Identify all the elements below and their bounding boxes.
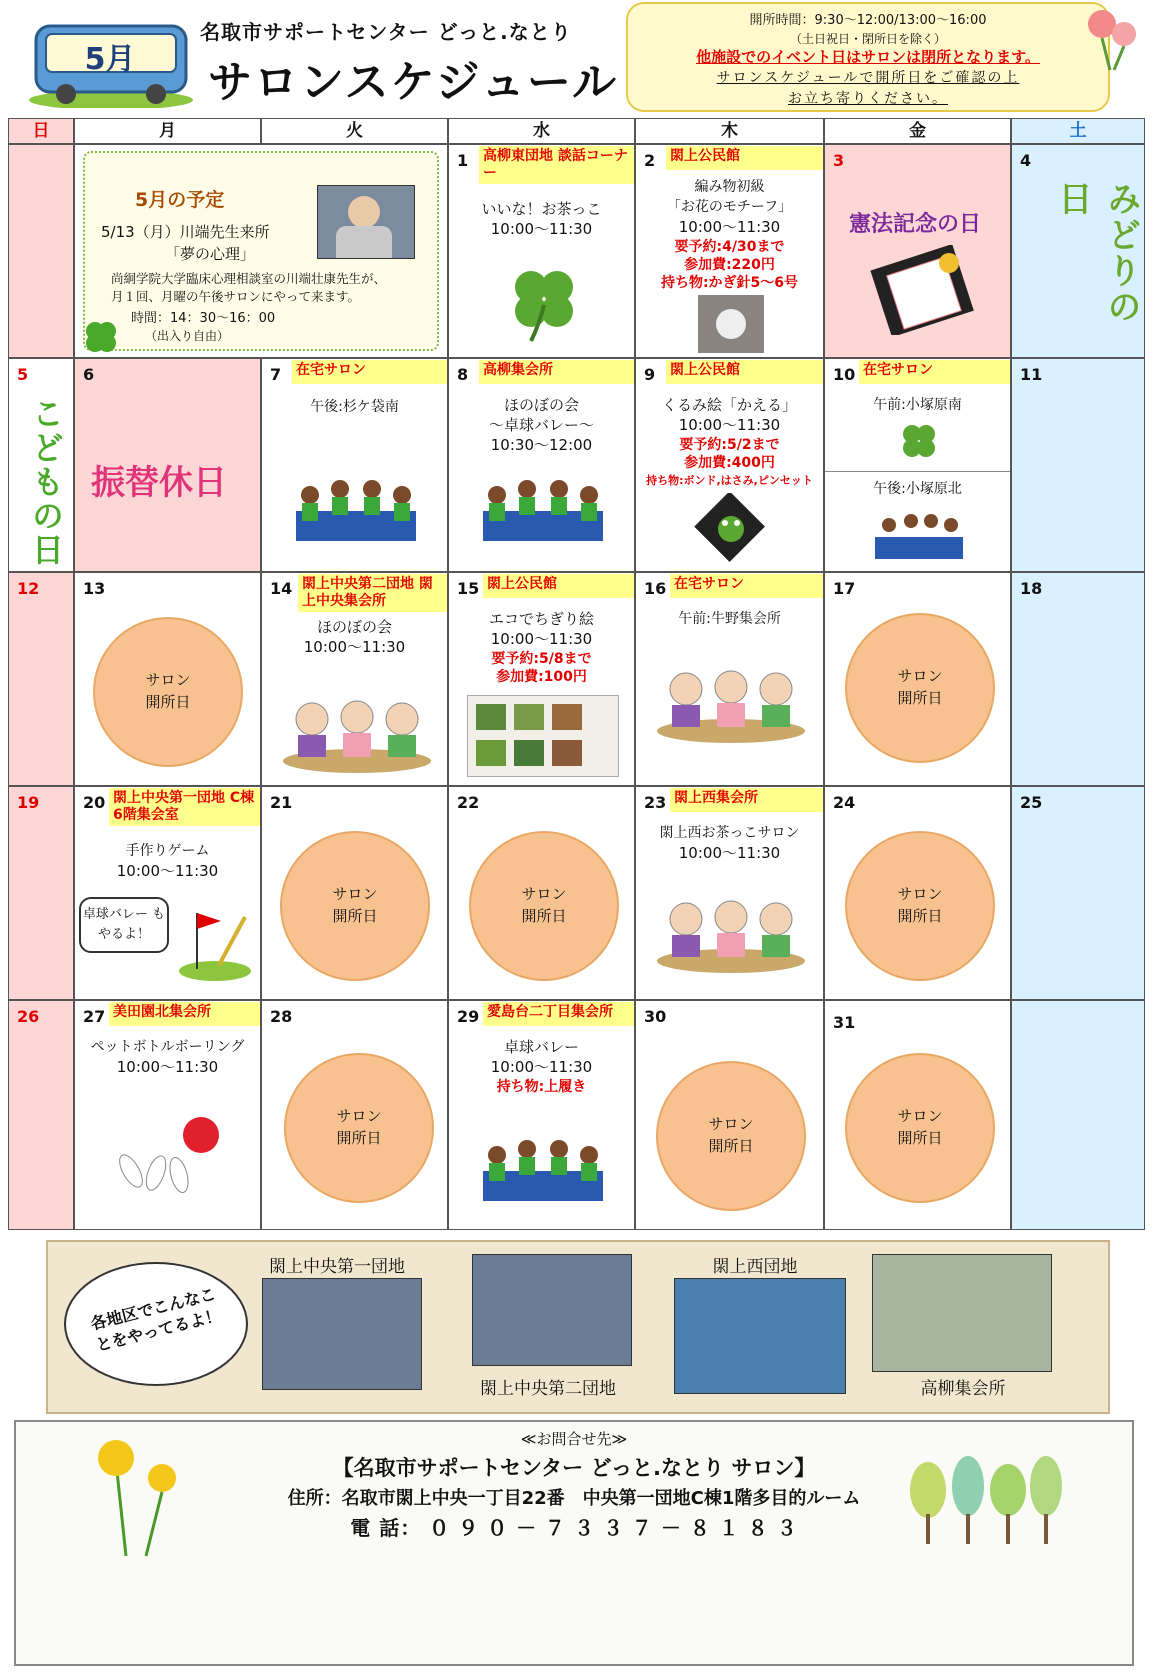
- day-place: 在宅サロン: [859, 360, 1010, 384]
- weekday-sat: 土: [1011, 118, 1145, 144]
- day-number: 25: [1020, 793, 1043, 812]
- contact-footer: [14, 1420, 1134, 1666]
- plan-line-3: 尚絅学院大学臨床心理相談室の川端壮康先生が、: [111, 271, 387, 286]
- kenpo-label: 憲法記念の日: [849, 212, 982, 237]
- photo-label-3: 閖上西団地: [712, 1257, 798, 1277]
- seniors-tea-illustration: [656, 883, 806, 973]
- day-event: 卓球バレー: [503, 1038, 579, 1056]
- salon-open-circle: サロン 開所日: [845, 831, 995, 981]
- dandelion-icon: [76, 1432, 186, 1562]
- day-event: くるみ絵「かえる」: [661, 396, 797, 414]
- day-event: ペットボトルボーリング: [90, 1039, 245, 1055]
- hours-text: 開所時間：9:30～12:00/13:00～16:00: [749, 13, 987, 28]
- midori-label: みどりの日: [1052, 181, 1141, 325]
- day-number: 6: [83, 365, 95, 384]
- day-30: [635, 1000, 824, 1230]
- day-event-sub: ～卓球バレー～: [488, 416, 594, 434]
- notice-line-2: お立ち寄りください。: [788, 91, 948, 107]
- day-place: 閖上中央第二団地 閖上中央集会所: [298, 574, 447, 612]
- day-time: 10:00～11:30: [116, 1058, 219, 1076]
- day-number: 22: [457, 793, 480, 812]
- calendar: [8, 118, 1145, 1318]
- day-3: [824, 144, 1011, 358]
- day-time: 10:00～11:30: [116, 862, 219, 880]
- day-time: 10:00～11:30: [303, 638, 406, 656]
- day-28: [261, 1000, 448, 1230]
- day-16: [635, 572, 824, 786]
- day-number: 16: [644, 579, 667, 598]
- day-number: 13: [83, 579, 106, 598]
- plan-line-1: 5/13（月）川端先生来所: [101, 223, 270, 241]
- day-7: [261, 358, 448, 572]
- photo-label-1: 閖上中央第一団地: [269, 1257, 405, 1277]
- day-event: ほのぼの会: [503, 396, 579, 414]
- chigiri-e-photo: [467, 695, 619, 777]
- day-13: [74, 572, 261, 786]
- day-number: 27: [83, 1007, 106, 1026]
- day-place: 閖上西集会所: [670, 788, 823, 812]
- salon-open-circle: サロン 開所日: [845, 613, 995, 763]
- day-bring: 持ち物:かぎ針5～6号: [660, 275, 799, 291]
- photo-label-4: 高柳集会所: [920, 1379, 1006, 1399]
- day-reserve: 要予約:5/2まで: [679, 437, 780, 453]
- day-number: 21: [270, 793, 293, 812]
- bowling-icon: [101, 1111, 231, 1201]
- day-place: 閖上公民館: [666, 360, 823, 384]
- day-number: 8: [457, 365, 469, 384]
- day-number: 20: [83, 793, 106, 812]
- plan-line-6: （出入り自由）: [145, 329, 230, 343]
- day-bring: 持ち物:ボンド,はさみ,ピンセット: [646, 474, 813, 487]
- day-22: [448, 786, 635, 1000]
- kodomo-label: こどもの日: [27, 397, 65, 567]
- weekday-mon: 月: [74, 118, 261, 144]
- plan-line-5: 時間：14：30～16：00: [131, 311, 276, 326]
- day-place: 愛島台二丁目集会所: [483, 1002, 634, 1026]
- clover-icon: [509, 265, 579, 345]
- day-number: 18: [1020, 579, 1043, 598]
- day-number: 10: [833, 365, 856, 384]
- day-number: 26: [17, 1007, 40, 1026]
- day-number: 3: [833, 151, 845, 170]
- weekday-sun: 日: [8, 118, 74, 144]
- knit-photo: [698, 295, 764, 353]
- day-place: 高柳東団地 談話コーナー: [479, 146, 634, 184]
- day-1: [448, 144, 635, 358]
- day-number: 28: [270, 1007, 293, 1026]
- plan-title: 5月の予定: [135, 189, 225, 211]
- day-number: 9: [644, 365, 656, 384]
- salon-open-circle: サロン 開所日: [656, 1061, 806, 1211]
- salon-open-circle: サロン 開所日: [280, 831, 430, 981]
- day-14: [261, 572, 448, 786]
- day-event: ほのぼの会: [316, 618, 392, 636]
- day-26: [8, 1000, 74, 1230]
- day-2: [635, 144, 824, 358]
- day-10: [824, 358, 1011, 572]
- day-18: [1011, 572, 1145, 786]
- day-time: 10:00～11:30: [490, 220, 593, 238]
- day-number: 31: [833, 1013, 856, 1032]
- day-event: 手作りゲーム: [125, 843, 210, 859]
- day-place: 閖上公民館: [483, 574, 634, 598]
- day-number: 17: [833, 579, 856, 598]
- day-25: [1011, 786, 1145, 1000]
- day-19: [8, 786, 74, 1000]
- day-21: [261, 786, 448, 1000]
- day-number: 29: [457, 1007, 480, 1026]
- day-fee: 参加費:100円: [496, 669, 587, 685]
- day-place: 閖上中央第一団地 C棟6階集会室: [109, 788, 260, 826]
- frog-craft-icon: [694, 493, 768, 563]
- salon-open-circle: サロン 開所日: [284, 1053, 434, 1203]
- day-24: [824, 786, 1011, 1000]
- strip-bubble: [64, 1262, 248, 1386]
- day-number: 14: [270, 579, 293, 598]
- day-17: [824, 572, 1011, 786]
- day-15: [448, 572, 635, 786]
- day-number: 5: [17, 365, 29, 384]
- day-fee: 参加費:220円: [684, 257, 775, 273]
- day-31: [824, 1000, 1011, 1230]
- day-6: [74, 358, 261, 572]
- lecturer-photo: [317, 185, 415, 259]
- day-number: 11: [1020, 365, 1043, 384]
- notice-line-1: サロンスケジュールで開所日をご確認の上: [716, 70, 1020, 86]
- day-event: 午後:杉ケ袋南: [310, 399, 399, 415]
- furikae-label: 振替休日: [91, 463, 227, 503]
- weekday-wed: 水: [448, 118, 635, 144]
- day-reserve: 要予約:5/8まで: [491, 651, 592, 667]
- page-title: サロンスケジュール: [208, 57, 619, 108]
- day-place: 美田園北集会所: [109, 1002, 260, 1026]
- weekday-tue: 火: [261, 118, 448, 144]
- constitution-book-icon: [869, 245, 979, 335]
- table-tennis-illustration: [869, 509, 969, 565]
- day-event: エコでちぎり絵: [488, 610, 594, 628]
- carnation-icon: [1080, 4, 1146, 74]
- salon-open-circle: サロン 開所日: [845, 1053, 995, 1203]
- day-number: 15: [457, 579, 480, 598]
- table-tennis-illustration: [473, 1131, 613, 1211]
- clover-icon: [897, 419, 941, 463]
- day-4: [1011, 144, 1145, 358]
- plan-line-2: 「夢の心理」: [165, 245, 256, 263]
- day-time: 10:00～11:30: [490, 630, 593, 648]
- day-number: 7: [270, 365, 282, 384]
- hours-box: [626, 2, 1110, 112]
- day-bring: 持ち物:上履き: [496, 1079, 587, 1095]
- day-29: [448, 1000, 635, 1230]
- activity-photo-1: [262, 1278, 422, 1390]
- day-event-pm: 午後:小塚原北: [873, 481, 962, 497]
- day-time: 10:00～11:30: [678, 218, 781, 236]
- contact-address: 住所：名取市閖上中央一丁目22番 中央第一団地C棟1階多目的ルーム: [287, 1488, 861, 1509]
- plan-cell: [74, 144, 448, 358]
- seniors-tea-illustration: [282, 683, 432, 773]
- hours-note: （土日祝日・閉所日を除く）: [789, 32, 946, 46]
- month-badge: 5月: [84, 42, 136, 77]
- clover-icon: [81, 317, 121, 357]
- day-event-sub: 「お花のモチーフ」: [666, 199, 793, 215]
- seniors-tea-illustration: [656, 653, 806, 743]
- day-23: [635, 786, 824, 1000]
- day-fee: 参加費:400円: [684, 455, 775, 471]
- day-place: 閖上公民館: [666, 146, 823, 170]
- day-place: 在宅サロン: [670, 574, 823, 598]
- day-place: 在宅サロン: [292, 360, 447, 384]
- day-event: 午前:牛野集会所: [678, 611, 781, 627]
- activity-photo-3: [674, 1278, 846, 1394]
- day-27: [74, 1000, 261, 1230]
- activity-photo-2: [472, 1254, 632, 1366]
- day-number: 23: [644, 793, 667, 812]
- day-empty-sat-5: [1011, 1000, 1145, 1230]
- contact-name: 【名取市サポートセンター どっと.なとり サロン】: [332, 1456, 816, 1480]
- day-number: 24: [833, 793, 856, 812]
- notice-red: 他施設でのイベント日はサロンは閉所となります。: [696, 48, 1040, 66]
- photo-label-2: 閖上中央第二団地: [480, 1379, 616, 1399]
- strip-bubble-text: 各地区でこんなことをやってるよ！: [88, 1284, 223, 1355]
- day-8: [448, 358, 635, 572]
- day-event: 閖上西お茶っこサロン: [659, 825, 800, 841]
- day-reserve: 要予約:4/30まで: [674, 239, 785, 255]
- day-number: 12: [17, 579, 40, 598]
- day-9: [635, 358, 824, 572]
- day-time: 10:00～11:30: [678, 844, 781, 862]
- day-5: [8, 358, 74, 572]
- salon-open-circle: サロン 開所日: [469, 831, 619, 981]
- day-number: 2: [644, 151, 656, 170]
- table-tennis-illustration: [286, 471, 426, 551]
- day-12: [8, 572, 74, 786]
- table-tennis-illustration: [473, 471, 613, 551]
- day-time: 10:00～11:30: [490, 1058, 593, 1076]
- day-number: 30: [644, 1007, 667, 1026]
- salon-open-circle: サロン 開所日: [93, 617, 243, 767]
- golf-flag-icon: [175, 903, 255, 983]
- day-time: 10:30～12:00: [490, 436, 593, 454]
- day-number: 19: [17, 793, 40, 812]
- plan-line-4: 月１回、月曜の午後サロンにやって来ます。: [111, 289, 361, 304]
- trees-icon: [906, 1442, 1066, 1552]
- day-20: [74, 786, 261, 1000]
- day-number: 1: [457, 151, 469, 170]
- day-event: いいな！お茶っこ: [481, 200, 602, 218]
- contact-heading: ≪お問合せ先≫: [520, 1430, 628, 1448]
- day-event: 編み物初級: [694, 179, 765, 195]
- day-event-am: 午前:小塚原南: [873, 397, 962, 413]
- activity-photo-4: [872, 1254, 1052, 1372]
- weekday-fri: 金: [824, 118, 1011, 144]
- contact-phone: 電 話： ０ ９ ０ － ７ ３ ３ ７ － ８ １ ８ ３: [350, 1516, 798, 1540]
- day-number: 4: [1020, 151, 1032, 170]
- day-time: 10:00～11:30: [678, 416, 781, 434]
- weekday-thu: 木: [635, 118, 824, 144]
- day-empty-sun-1: [8, 144, 74, 358]
- day-place: 高柳集会所: [479, 360, 634, 384]
- speech-bubble: 卓球バレー もやるよ！: [79, 897, 169, 953]
- org-name: 名取市サポートセンター どっと.なとり: [200, 20, 572, 44]
- day-11: [1011, 358, 1145, 572]
